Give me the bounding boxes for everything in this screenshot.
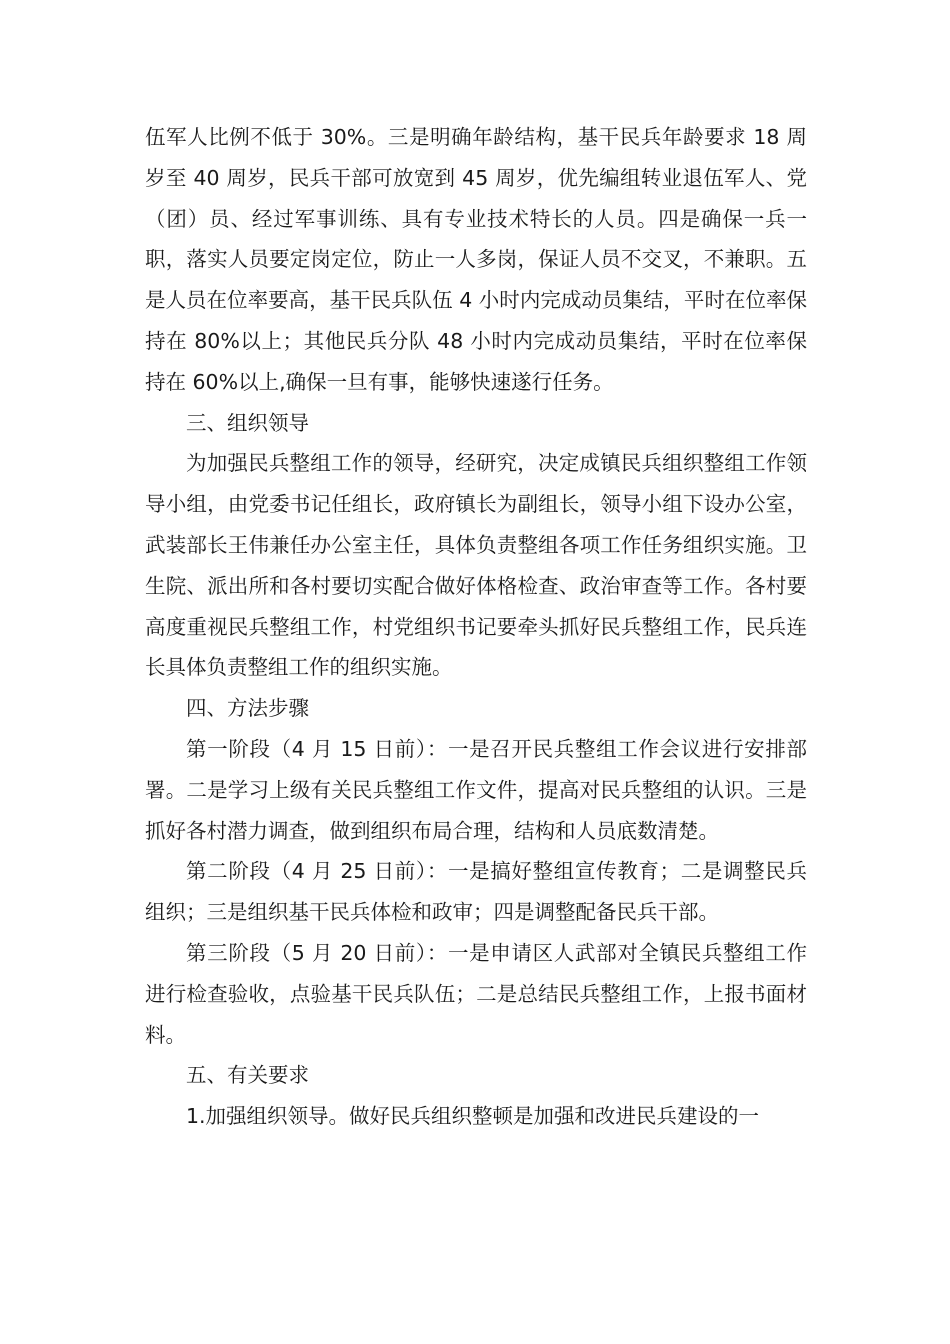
paragraph-stage-3: 第三阶段（5 月 20 日前）：一是申请区人武部对全镇民兵整组工作进行检查验收，点验基干民兵队伍；二是总结民兵整组工作，上报书面材料。	[145, 940, 807, 1047]
paragraph-stage-1: 第一阶段（4 月 15 日前）：一是召开民兵整组工作会议进行安排部署。二是学习上级有关民兵整组工作文件，提高对民兵整组的认识。三是抓好各村潜力调查，做到组织布局合理，结构和人员底数清楚。	[145, 736, 807, 843]
paragraph-organization: 为加强民兵整组工作的领导，经研究，决定成镇民兵组织整组工作领导小组，由党委书记任组长，政府镇长为副组长，领导小组下设办公室，武装部长王伟兼任办公室主任，具体负责整组各项工作任务组织实施。卫生院、派出所和各村要切实配合做好体格检查、政治审查等工作。各村要高度重视民兵整组工作，村党组织书记要牵头抓好民兵整组工作，民兵连长具体负责整组工作的组织实施。	[145, 451, 807, 680]
section-heading-methods: 四、方法步骤	[186, 696, 309, 721]
paragraph-stage-2: 第二阶段（4 月 25 日前）：一是搞好整组宣传教育；二是调整民兵组织；三是组织基干民兵体检和政审；四是调整配备民兵干部。	[145, 859, 807, 925]
paragraph-requirement-1: 1.加强组织领导。做好民兵组织整顿是加强和改进民兵建设的一	[186, 1104, 760, 1129]
document-page	[145, 117, 807, 1137]
section-heading-organization: 三、组织领导	[186, 410, 309, 435]
paragraph-continuation: 伍军人比例不低于 30%。三是明确年龄结构，基干民兵年龄要求 18 周岁至 40 周岁，民兵干部可放宽到 45 周岁，优先编组转业退伍军人、党（团）员、经过军事训练、具有专业技术特长的人员。四是确保一兵一职，落实人员要定岗定位，防止一人多岗，保证人员不交叉，不兼职。五是人员在位率要高，基干民兵队伍 4 小时内完成动员集结，平时在位率保持在 80%以上；其他民兵分队 48 小时内完成动员集结，平时在位率保持在 60%以上,确保一旦有事，能够快速遂行任务。	[145, 125, 807, 394]
section-heading-requirements: 五、有关要求	[186, 1063, 309, 1088]
